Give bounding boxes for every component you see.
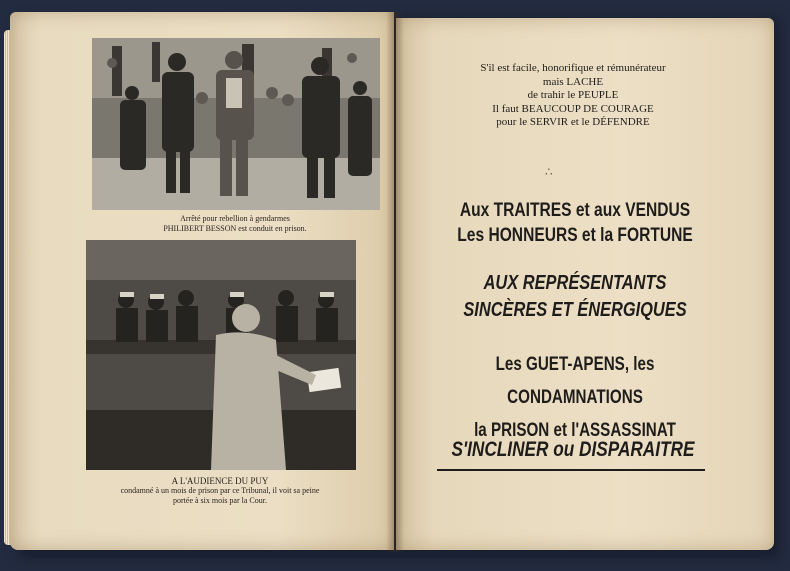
book-gutter — [386, 12, 404, 552]
intro-line: S'il est facile, honorifique et rémunérateur — [480, 62, 666, 74]
courtroom-photo-caption — [70, 476, 370, 506]
traitres-section — [448, 198, 702, 248]
caption-line: Arrêté pour rebellion à gendarmes — [180, 214, 290, 223]
section-line: la PRISON et l'ASSASSINAT — [474, 420, 676, 441]
intro-paragraph — [418, 62, 728, 130]
intro-line: Il faut BEAUCOUP DE COURAGE — [492, 102, 654, 115]
condamnations-section — [443, 348, 707, 447]
ornament-dots: ∴ — [545, 165, 553, 179]
caption-title: A L'AUDIENCE DU PUY — [171, 476, 269, 486]
section-line: Les HONNEURS et la FORTUNE — [457, 225, 693, 246]
slogan-line: S'INCLINER ou DISPARAITRE — [451, 438, 695, 461]
section-line: SINCÈRES ET ÉNERGIQUES — [463, 299, 687, 321]
arrest-photo — [92, 38, 380, 210]
arrest-photo-caption — [120, 214, 350, 234]
slogan-underline — [437, 469, 705, 471]
caption-line: PHILIBERT BESSON est conduit en prison. — [163, 224, 307, 233]
intro-line: de trahir le PEUPLE — [527, 89, 619, 102]
intro-line: pour le SERVIR et le DÉFENDRE — [496, 116, 650, 129]
caption-line: portée à six mois par la Cour. — [173, 496, 267, 505]
section-line: AUX REPRÉSENTANTS — [483, 272, 667, 294]
caption-line: condamné à un mois de prison par ce Tribunal, il voit sa peine — [120, 486, 320, 495]
courtroom-photo — [86, 240, 356, 470]
section-line: Les GUET-APENS, les CONDAMNATIONS — [495, 354, 655, 408]
section-line: Aux TRAITRES et aux VENDUS — [459, 200, 691, 221]
representants-section — [448, 270, 702, 324]
intro-line: mais LACHE — [542, 75, 604, 88]
